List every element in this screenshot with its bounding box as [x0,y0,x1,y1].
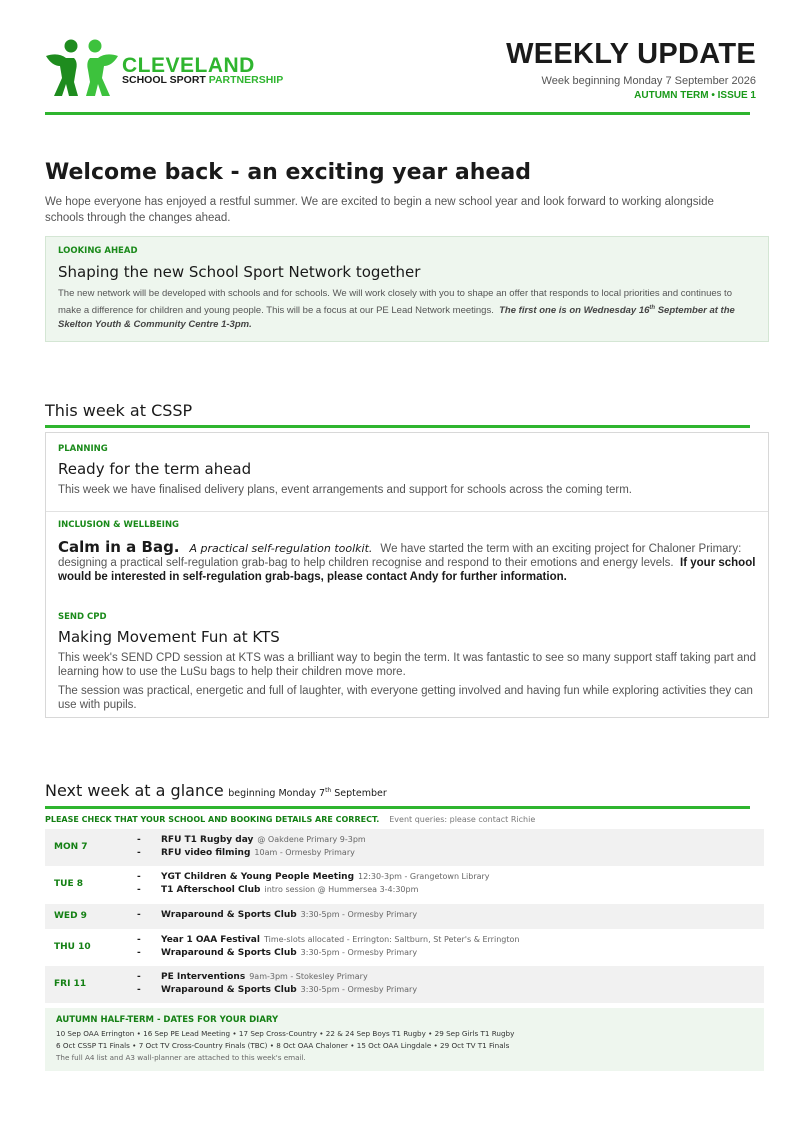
half-term-note: The full A4 list and A3 wall-planner are attached to this week's email. [56,1053,306,1062]
brand-name: CLEVELAND [122,54,255,77]
item-detail: 3:30-5pm - Ormesby Primary [300,984,418,994]
section-send-cpd [58,612,758,712]
day-label: FRI 11 [54,978,87,989]
day-label: TUE 8 [54,879,83,889]
day-items [137,972,417,998]
item-name: YGT Children & Young People Meeting [161,872,355,882]
issue-label: AUTUMN TERM • ISSUE 1 [634,90,756,101]
item-detail: Time-slots allocated - Errington: Saltburn, St Peter's & Errington [263,934,520,944]
brand-subtitle-a: SCHOOL SPORT [122,74,206,86]
this-week-box [45,432,769,718]
item-dash: - [137,947,141,958]
day-items [137,910,417,923]
item-name: Wraparound & Sports Club [161,910,297,920]
item-dash: - [137,910,141,920]
item-detail: intro session @ Hummersea 3-4:30pm [264,885,419,894]
next-week-heading [45,781,387,801]
schedule-item [137,835,366,848]
schedule-item [137,948,519,961]
schedule-item [137,885,490,898]
item-detail: 12:30-3pm - Grangetown Library [358,872,490,881]
day-label: WED 9 [54,910,87,921]
item-name: PE Interventions [161,971,246,982]
looking-ahead-text: The new network will be developed with schools and for schools. We will work closely with you to shape an offer that responds to local priorities and continues to make a difference for children and young people. This will be a focus at our PE Lead Network meetings. [58,288,732,317]
next-week-subtitle [228,788,387,799]
item-dash: - [137,885,141,895]
section-planning [58,444,758,497]
brand-subtitle [122,74,283,86]
section-subheading: A practical self-regulation toolkit. [189,542,373,555]
day-row [45,829,764,866]
item-name: T1 Afterschool Club [161,885,261,895]
welcome-heading: Welcome back - an exciting year ahead [45,160,531,185]
half-term-box [45,1008,764,1071]
subtitle-sup: th [325,786,332,794]
item-detail: 3:30-5pm - Ormesby Primary [300,910,418,919]
event-queries: Event queries: please contact Richie [389,815,536,824]
header-meta [506,38,756,101]
cssp-logo [44,38,304,98]
day-label: MON 7 [54,841,88,852]
item-detail: 9am-3pm - Stokesley Primary [249,971,368,981]
emphasis-a: The first one is on Wednesday 16 [499,305,650,317]
item-detail: 10am - Ormesby Primary [254,847,355,857]
half-term-dates-2: 6 Oct CSSP T1 Finals • 7 Oct TV Cross-Country Finals (TBC) • 8 Oct OAA Chaloner • 15 Oct OAA Lingdale • 29 Oct TV T1 Finals [56,1041,510,1050]
emphasis-b: September at the Skelton Youth & Community Centre 1-3pm. [58,305,735,331]
day-schedule [45,829,764,1003]
looking-ahead-body [58,287,756,332]
section-kicker: SEND CPD [58,612,107,622]
header-divider [45,112,750,115]
day-label: THU 10 [54,941,91,952]
item-dash: - [137,984,141,995]
next-week-divider [45,806,750,809]
section-kicker: INCLUSION & WELLBEING [58,520,180,530]
two-figures-icon [44,38,120,98]
brand-subtitle-b: PARTNERSHIP [208,74,284,86]
section-body: This week we have finalised delivery plans, event arrangements and support for schools across the coming term. [58,484,633,496]
looking-ahead-heading: Shaping the new School Sport Network together [58,263,421,281]
section-heading: Calm in a Bag. [58,538,180,556]
section-callout: If your school would be interested in self-regulation grab-bags, please contact Andy for further information. [58,557,756,583]
item-name: Year 1 OAA Festival [161,934,260,945]
schedule-item [137,848,366,861]
day-row [45,929,764,966]
section-body: This week's SEND CPD session at KTS was a brilliant way to begin the term. It was fantastic to see so many support staff taking part and learning how to use the LuSu bags to help their children move more. [58,652,757,678]
this-week-divider [45,425,750,428]
item-dash: - [137,872,141,882]
emphasis-sup: th [649,305,656,311]
section-text: We have started the term with an exciting project for Chaloner Primary: designing a practical self-regulation grab-bag to help children recognise and respond to their emotions and energy levels. [58,543,742,569]
day-items [137,935,519,961]
item-name: Wraparound & Sports Club [161,984,297,995]
schedule-item [137,872,490,885]
day-items [137,835,366,861]
subtitle-b: September [331,788,387,799]
schedule-item [137,910,417,923]
check-notice: PLEASE CHECK THAT YOUR SCHOOL AND BOOKING DETAILS ARE CORRECT. [45,815,380,824]
item-name: Wraparound & Sports Club [161,947,297,958]
item-dash: - [137,834,141,845]
week-label: Week beginning Monday 7 September 2026 [541,75,756,87]
schedule-item [137,985,417,998]
day-row [45,904,764,929]
check-notice-row [45,815,535,824]
section-body-2: The session was practical, energetic and full of laughter, with everyone getting involved and having fun while exploring activities they can use with pupils. [58,685,753,711]
item-name: RFU video filming [161,847,251,858]
half-term-dates-1: 10 Sep OAA Errington • 16 Sep PE Lead Meeting • 17 Sep Cross-Country • 22 & 24 Sep Boys T1 Rugby • 29 Sep Girls T1 Rugby [56,1029,515,1038]
item-name: RFU T1 Rugby day [161,834,254,845]
section-kicker: PLANNING [58,444,108,454]
looking-ahead-kicker: LOOKING AHEAD [58,246,138,256]
day-items [137,872,490,898]
welcome-intro: We hope everyone has enjoyed a restful summer. We are excited to begin a new school year and look forward to working alongside schools through the changes ahead. [45,196,714,224]
section-divider [46,511,768,512]
item-dash: - [137,971,141,982]
this-week-heading: This week at CSSP [45,401,193,420]
item-detail: 3:30-5pm - Ormesby Primary [300,947,418,957]
item-dash: - [137,847,141,858]
day-row [45,966,764,1003]
subtitle-a: beginning Monday 7 [228,788,326,799]
item-detail: @ Oakdene Primary 9-3pm [257,834,366,844]
section-body [58,540,758,584]
schedule-item [137,972,417,985]
page-title: WEEKLY UPDATE [506,38,756,70]
section-heading: Ready for the term ahead [58,460,252,478]
item-dash: - [137,934,141,945]
half-term-title: AUTUMN HALF-TERM - DATES FOR YOUR DIARY [56,1015,279,1025]
looking-ahead-box [45,236,769,342]
day-row [45,866,764,904]
next-week-title: Next week at a glance [45,781,224,800]
schedule-item [137,935,519,948]
section-heading: Making Movement Fun at KTS [58,628,280,646]
section-inclusion [58,520,758,584]
